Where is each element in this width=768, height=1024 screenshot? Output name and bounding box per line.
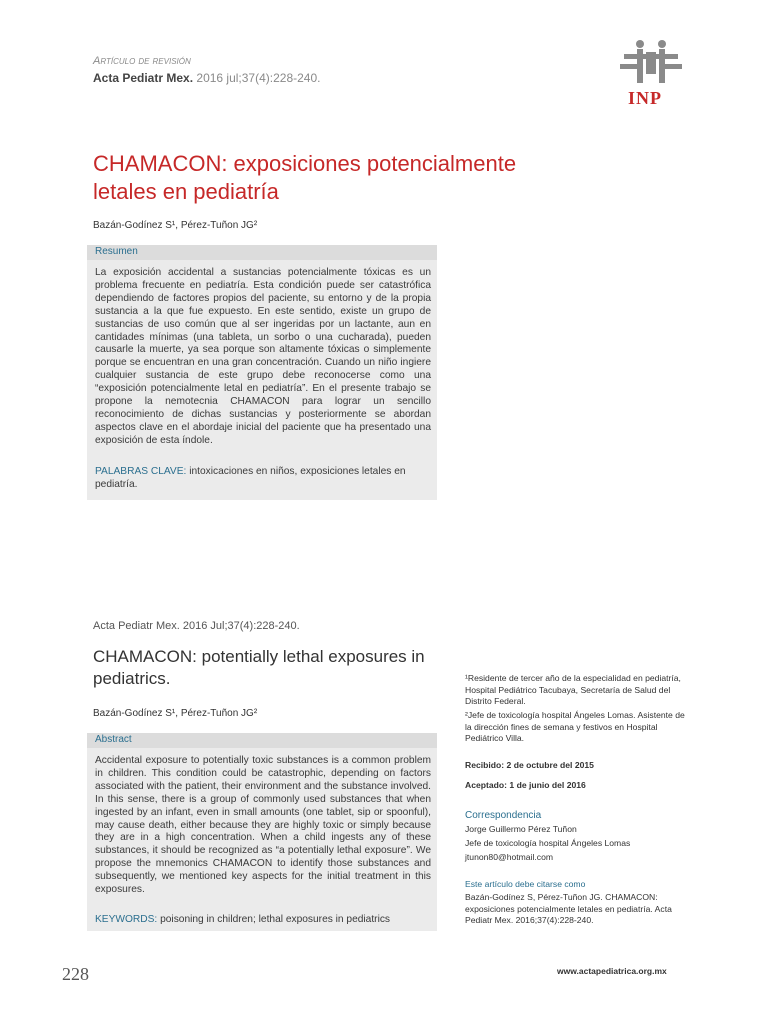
abstract-heading: Abstract xyxy=(95,734,132,745)
correspondence-role: Jefe de toxicología hospital Ángeles Lomas xyxy=(465,838,631,848)
resumen-heading: Resumen xyxy=(95,246,138,257)
affiliation-2: ²Jefe de toxicología hospital Ángeles Lomas. Asistente de la dirección fines de semana y festivos en Hospital Pediátrico Villa. xyxy=(465,710,685,743)
journal-name: Acta Pediatr Mex. xyxy=(93,71,194,85)
page-number: 228 xyxy=(62,964,89,984)
website-link[interactable]: www.actapediatrica.org.mx xyxy=(557,966,667,976)
abstract-box xyxy=(87,733,437,931)
received-date: Recibido: 2 de octubre del 2015 xyxy=(465,760,594,770)
journal-reference-english: Acta Pediatr Mex. 2016 Jul;37(4):228-240. xyxy=(93,620,300,632)
accepted-date: Aceptado: 1 de junio del 2016 xyxy=(465,780,586,790)
affiliation-1: ¹Residente de tercer año de la especialidad en pediatría, Hospital Pediátrico Tacubaya, Secretaría de Salud del Distrito Federal. xyxy=(465,673,681,706)
correspondence-heading: Correspondencia xyxy=(465,810,542,821)
abstract-text: Accidental exposure to potentially toxic substances is a common problem in children. This condition could be catastrophic, depending on factors associated with the patient, their environment and the substance involved. In this sense, there is a group of commonly used substances that when ingested by an infant, even in small amounts (one tablet, sip or spoonful), may cause death, either because they are highly toxic or simply because they are in a high concentration. When a child ingests any of these substances, it should be recognized as “a potentially lethal exposure”. We propose the mnemonics CHAMACON to identify those substances and subsequently, we mentioned key aspects for the initial treatment in this exposures. xyxy=(95,755,431,896)
keywords-label: KEYWORDS: xyxy=(95,914,158,925)
keywords-text: poisoning in children; lethal exposures in pediatrics xyxy=(157,914,391,925)
journal-citation: 2016 jul;37(4):228-240. xyxy=(196,71,321,85)
article-title-english: CHAMACON: potentially lethal exposures in pediatrics. xyxy=(93,647,425,688)
authors-english: Bazán-Godínez S¹, Pérez-Tuñon JG² xyxy=(93,708,258,719)
keywords xyxy=(95,913,431,926)
authors-spanish: Bazán-Godínez S¹, Pérez-Tuñon JG² xyxy=(93,220,258,231)
journal-reference xyxy=(93,71,320,85)
resumen-header xyxy=(87,245,437,260)
article-type: Artículo de revisión xyxy=(93,55,191,67)
palabras-clave-text: intoxicaciones en niños, exposiciones letales en pediatría. xyxy=(95,466,406,490)
palabras-clave xyxy=(95,465,431,491)
correspondence-name: Jorge Guillermo Pérez Tuñon xyxy=(465,824,577,834)
resumen-text: La exposición accidental a sustancias potencialmente tóxicas es un problema frecuente en pediatría. Esta condición puede ser catastrófica dependiendo de factores propios del paciente, su entorno y de la propia sustancia a la que fue expuesto. En este sentido, existe un grupo de sustancias de uso común que al ser ingeridas por un lactante, aun en cantidades mínimas (una tableta, un sorbo o una cucharada), pueden causarle la muerte, ya sea porque son altamente tóxicas o simplemente porque se encuentran en una gran concentración. Cuando un niño ingiere cualquier sustancia de este grupo debe reconocerse como una “exposición potencialmente letal en pediatría”. En el presente trabajo se propone la nemotecnia CHAMACON para lograr un sencillo reconocimiento de dichas sustancias y posteriormente se abordan aspectos clave en el abordaje inicial del paciente que ha presentado una exposición de esta índole. xyxy=(95,267,431,446)
resumen-box xyxy=(87,245,437,500)
logo-text: INP xyxy=(628,88,662,108)
article-title-spanish: CHAMACON: exposiciones potencialmente letales en pediatría xyxy=(93,151,517,204)
abstract-header xyxy=(87,733,437,748)
palabras-clave-label: PALABRAS CLAVE: xyxy=(95,466,187,477)
cite-heading: Este artículo debe citarse como xyxy=(465,879,586,889)
cite-text: Bazán-Godínez S, Pérez-Tuñon JG. CHAMACON: exposiciones potencialmente letales en pediatría. Acta Pediatr Mex. 2016;37(4):228-240. xyxy=(465,892,672,925)
correspondence-email[interactable]: jtunon80@hotmail.com xyxy=(465,852,554,862)
